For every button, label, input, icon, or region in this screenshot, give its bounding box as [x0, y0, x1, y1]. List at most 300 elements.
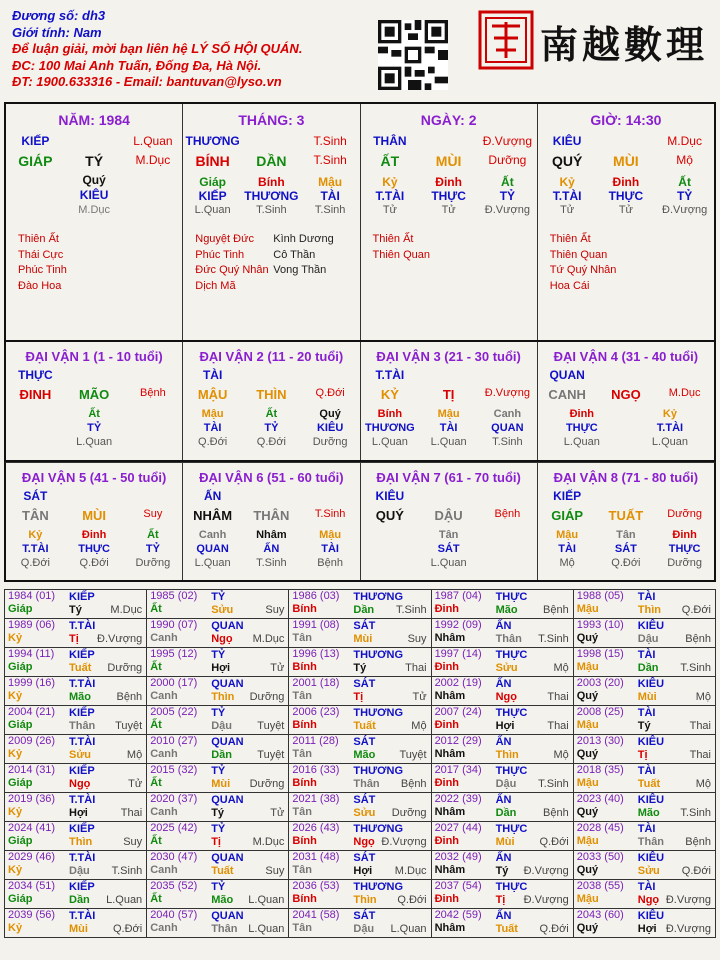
hidden-god: KIÊU — [316, 422, 344, 434]
year-chi: Tị — [353, 691, 364, 703]
year-can: Đinh — [434, 893, 460, 905]
year-state: T.Sinh — [680, 807, 711, 819]
year-cell — [431, 880, 573, 909]
year-cell — [573, 909, 715, 938]
year-state: M.Dục — [252, 633, 285, 645]
year-god: T.TÀI — [69, 620, 96, 632]
year-state: M.Dục — [110, 604, 143, 616]
pillars-grid — [4, 102, 716, 342]
year-god: QUAN — [211, 794, 244, 806]
year-god: TÀI — [637, 765, 656, 777]
year-state: Bệnh — [116, 691, 143, 703]
year-god: ẤN — [495, 910, 512, 922]
year-god: KIÊU — [637, 678, 665, 690]
year-chi: Hợi — [211, 662, 231, 674]
table-row — [5, 909, 716, 938]
year-label: 2036 (53) — [292, 880, 340, 892]
pillar-can: GIÁP — [18, 153, 53, 169]
year-god: ẤN — [495, 678, 512, 690]
year-cell — [289, 909, 431, 938]
year-state: M.Dục — [252, 836, 285, 848]
year-state: Bệnh — [400, 778, 427, 790]
year-god: TÀI — [637, 823, 656, 835]
year-chi: Mão — [211, 894, 234, 906]
year-cell — [289, 793, 431, 822]
year-label: 2027 (44) — [434, 822, 482, 834]
year-label: 2026 (43) — [292, 822, 340, 834]
hidden-state: Tử — [618, 204, 633, 216]
hidden-state: M.Dục — [78, 204, 111, 216]
year-label: 2002 (19) — [434, 677, 482, 689]
hidden-god: TỶ — [676, 189, 693, 203]
year-state: Dưỡng — [249, 778, 285, 790]
year-cell — [431, 677, 573, 706]
hidden-god: QUAN — [491, 422, 524, 434]
year-label: 2014 (31) — [8, 764, 56, 776]
year-cell — [147, 648, 289, 677]
year-god: TỶ — [211, 823, 226, 835]
year-god: THỰC — [495, 649, 528, 661]
dai-van-state: Bệnh — [140, 387, 166, 399]
year-state: Bệnh — [543, 807, 569, 819]
year-chi: Tị — [69, 633, 79, 645]
year-cell — [289, 590, 431, 619]
year-chi: Dần — [637, 662, 659, 674]
year-can: Canh — [150, 922, 178, 934]
year-chi: Dậu — [211, 720, 232, 732]
pillar-god: KIẾP — [21, 134, 50, 148]
year-state: Suy — [265, 604, 285, 616]
year-state: T.Sinh — [538, 778, 569, 790]
hidden-can: Mậu — [201, 408, 224, 420]
year-label: 1994 (11) — [8, 648, 55, 660]
year-can: Canh — [150, 690, 178, 702]
year-state: L.Quan — [106, 894, 143, 906]
year-chi: Thân — [637, 836, 665, 848]
year-god: SÁT — [353, 910, 376, 922]
star-item: Vong Thần — [273, 264, 327, 276]
year-cell — [5, 619, 147, 648]
year-god: THỰC — [495, 765, 528, 777]
year-chi: Thân — [353, 778, 380, 790]
year-label: 2012 (29) — [434, 735, 482, 747]
year-god: THƯƠNG — [353, 881, 404, 893]
year-can: Quý — [576, 690, 599, 702]
pillar-chi-right: T.Sinh — [313, 153, 347, 167]
year-god: THỰC — [495, 823, 528, 835]
year-can: Nhâm — [434, 922, 466, 934]
year-can: Ất — [150, 893, 162, 905]
dai-van-god: SÁT — [23, 489, 48, 503]
year-god: ẤN — [495, 794, 512, 806]
year-cell — [147, 822, 289, 851]
hidden-can: Kỷ — [382, 175, 398, 189]
year-label: 2008 (25) — [576, 706, 624, 718]
year-label: 2034 (51) — [8, 880, 56, 892]
hidden-state: L.Quan — [194, 557, 231, 569]
year-label: 1985 (02) — [150, 590, 198, 602]
year-state: Q.Đới — [681, 865, 711, 877]
dai-van-god: THỰC — [18, 368, 53, 382]
year-cell — [431, 706, 573, 735]
year-god: T.TÀI — [69, 910, 96, 922]
year-label: 1997 (14) — [434, 648, 482, 660]
year-label: 2033 (50) — [576, 851, 624, 863]
year-state: L.Quan — [248, 923, 285, 935]
pillar-month — [183, 104, 360, 340]
year-state: Đ.Vượng — [381, 836, 427, 848]
year-state: T.Sinh — [680, 662, 711, 674]
year-god: KIẾP — [69, 823, 95, 835]
hidden-god: T.TÀI — [375, 189, 405, 203]
hidden-can: Kỷ — [559, 175, 575, 189]
year-state: Tuyệt — [257, 720, 285, 732]
year-god: KIÊU — [637, 910, 665, 922]
year-god: THỰC — [495, 707, 528, 719]
year-god: T.TÀI — [69, 678, 96, 690]
year-cell — [147, 793, 289, 822]
dai-van-chi: NGỌ — [611, 387, 641, 402]
year-state: Thai — [405, 662, 427, 674]
star-item: Thiên Quan — [372, 248, 430, 261]
hidden-god: T.TÀI — [552, 189, 582, 203]
year-chi: Tý — [637, 720, 651, 732]
year-god: T.TÀI — [69, 852, 96, 864]
year-chi: Dần — [211, 749, 232, 761]
dai-van-row-2 — [4, 462, 716, 582]
year-label: 2011 (28) — [292, 735, 339, 747]
year-state: Tử — [270, 807, 285, 819]
qr-code-icon — [378, 20, 448, 90]
year-chi: Hợi — [353, 865, 373, 877]
year-cell — [573, 648, 715, 677]
hidden-god: SÁT — [614, 543, 637, 555]
dai-van-title: ĐẠI VẬN 7 (61 - 70 tuổi) — [376, 470, 521, 485]
year-chi: Mão — [69, 691, 91, 703]
year-state: Tuyệt — [257, 749, 285, 761]
dai-van-can: CANH — [548, 387, 586, 402]
year-cell — [5, 706, 147, 735]
pillar-god-right: Đ.Vượng — [482, 134, 532, 148]
hidden-god: TỶ — [145, 543, 160, 555]
year-chi: Mùi — [637, 691, 657, 703]
hidden-state: Q.Đới — [20, 557, 50, 569]
pillar-year — [6, 104, 183, 340]
table-row — [5, 880, 716, 909]
year-cell — [573, 619, 715, 648]
year-god: QUAN — [211, 736, 244, 748]
dai-van-cell — [538, 463, 714, 580]
year-chi: Mão — [637, 807, 660, 819]
year-can: Giáp — [8, 777, 33, 789]
year-cell — [147, 619, 289, 648]
dai-van-title: ĐẠI VẬN 5 (41 - 50 tuổi) — [21, 470, 167, 485]
year-label: 2038 (55) — [576, 880, 624, 892]
year-label: 2016 (33) — [292, 764, 340, 776]
star-list — [195, 232, 268, 294]
year-state: Tử — [412, 691, 427, 703]
hidden-can: Ất — [88, 408, 100, 420]
year-label: 2022 (39) — [434, 793, 482, 805]
year-can: Ất — [150, 661, 162, 673]
year-cell — [431, 590, 573, 619]
phone-email-line[interactable]: ĐT: 1900.633316 - Email: bantuvan@lyso.vn — [12, 74, 282, 89]
year-god: SÁT — [353, 736, 376, 748]
year-can: Mậu — [576, 835, 599, 847]
year-chi: Thìn — [69, 836, 93, 848]
year-can: Nhâm — [434, 748, 466, 760]
table-row — [5, 764, 716, 793]
year-label: 2020 (37) — [150, 793, 198, 805]
year-cell — [5, 677, 147, 706]
header-info — [12, 8, 302, 91]
dai-van-cell — [361, 342, 538, 460]
year-god: KIẾP — [69, 591, 95, 603]
year-god: THƯƠNG — [353, 765, 404, 777]
pillar-chi-right: Mộ — [676, 153, 693, 167]
year-can: Giáp — [8, 835, 33, 847]
year-can: Đinh — [434, 777, 460, 789]
year-god: TỶ — [211, 881, 226, 893]
year-god: ẤN — [495, 620, 512, 632]
year-cell — [5, 735, 147, 764]
pillar-chi: DẦN — [256, 153, 287, 169]
year-chi: Dậu — [69, 865, 90, 877]
year-god: KIÊU — [637, 736, 665, 748]
hidden-can: Giáp — [199, 175, 226, 189]
hidden-can: Kỷ — [662, 408, 677, 420]
year-god: QUAN — [211, 910, 244, 922]
year-can: Tân — [292, 632, 312, 644]
year-can: Nhâm — [434, 806, 466, 818]
year-state: Dưỡng — [391, 807, 427, 819]
year-cell — [431, 793, 573, 822]
year-label: 2018 (35) — [576, 764, 624, 776]
dai-van-cell — [6, 342, 183, 460]
year-state: Đ.Vượng — [97, 633, 143, 645]
hidden-state: Tử — [560, 204, 575, 216]
hidden-state: Q.Đới — [256, 436, 286, 448]
star-list-secondary — [273, 232, 333, 279]
year-can: Đinh — [434, 661, 460, 673]
year-can: Kỷ — [8, 864, 23, 876]
year-cell — [289, 822, 431, 851]
year-can: Bính — [292, 893, 317, 905]
year-can: Giáp — [8, 719, 33, 731]
dai-van-chi: TUẤT — [608, 508, 644, 523]
year-god: TÀI — [637, 707, 656, 719]
year-label: 1986 (03) — [292, 590, 340, 602]
year-state: Q.Đới — [681, 604, 711, 616]
dai-van-title: ĐẠI VẬN 6 (51 - 60 tuổi) — [199, 470, 344, 485]
hidden-state: T.Sinh — [492, 436, 523, 448]
year-chi: Thìn — [353, 894, 377, 906]
star-list — [373, 232, 430, 263]
star-item: Dịch Mã — [195, 279, 236, 292]
year-chi: Dậu — [495, 778, 517, 790]
year-can: Bính — [292, 835, 317, 847]
hidden-state: L.Quan — [651, 436, 688, 448]
dai-van-state: Q.Đới — [315, 387, 345, 399]
dai-van-god: KIÊU — [375, 489, 405, 503]
year-cell — [431, 735, 573, 764]
brand-logo: 南越數理 — [540, 22, 709, 67]
address-line: ĐC: 100 Mai Anh Tuấn, Đống Đa, Hà Nội. — [12, 57, 262, 73]
year-can: Giáp — [8, 893, 33, 905]
year-state: Mộ — [126, 749, 143, 761]
year-chi: Tý — [69, 604, 82, 616]
table-row — [5, 793, 716, 822]
dai-van-chi: MÃO — [78, 387, 110, 402]
dai-van-state: M.Dục — [668, 387, 701, 399]
dai-van-god: KIẾP — [553, 489, 582, 503]
star-item: Thái Cực — [18, 248, 64, 261]
year-can: Bính — [292, 719, 317, 731]
year-chi: Tuất — [637, 778, 661, 790]
year-god: KIẾP — [69, 649, 95, 661]
hidden-god: TỶ — [264, 422, 279, 434]
star-item: Thiên Ất — [372, 233, 414, 245]
pillar-title: NĂM: 1984 — [58, 112, 130, 128]
dai-van-cell — [183, 463, 360, 580]
year-chi: Tị — [211, 836, 221, 848]
hidden-god: SÁT — [437, 543, 460, 555]
hidden-state: T.Sinh — [256, 204, 287, 216]
year-cell — [5, 590, 147, 619]
year-cell — [573, 851, 715, 880]
year-chi: Sửu — [211, 604, 234, 616]
year-can: Tân — [292, 864, 312, 876]
pillar-day — [361, 104, 538, 340]
hidden-god: THỰC — [431, 189, 466, 203]
star-item: Tứ Quý Nhân — [549, 264, 617, 276]
year-god: QUAN — [211, 678, 244, 690]
year-state: Suy — [265, 865, 285, 877]
year-label: 2039 (56) — [8, 909, 56, 921]
year-can: Kỷ — [8, 922, 23, 934]
year-label: 2007 (24) — [434, 706, 482, 718]
year-state: Thai — [120, 807, 143, 819]
hidden-god: QUAN — [196, 543, 229, 555]
pillar-god-right: L.Quan — [133, 134, 173, 148]
dai-van-chi: DẬU — [434, 508, 463, 523]
year-label: 2028 (45) — [576, 822, 624, 834]
year-can: Nhâm — [434, 690, 466, 702]
year-state: Đ.Vượng — [665, 923, 711, 935]
year-cell — [289, 851, 431, 880]
year-chi: Mùi — [69, 923, 88, 935]
year-label: 2004 (21) — [8, 706, 56, 718]
year-label: 1995 (12) — [150, 648, 198, 660]
year-god: SÁT — [353, 678, 376, 690]
hidden-god: KIÊU — [79, 188, 109, 202]
dai-van-can: GIÁP — [551, 508, 584, 523]
year-can: Tân — [292, 690, 312, 702]
pillar-god-right: M.Dục — [667, 134, 702, 148]
year-god: KIẾP — [69, 881, 95, 893]
year-can: Kỷ — [8, 632, 23, 644]
year-state: Tử — [270, 662, 285, 674]
year-label: 1984 (01) — [8, 590, 56, 602]
hidden-god: TÀI — [203, 422, 222, 434]
star-item: Thiên Ất — [549, 233, 591, 245]
year-god: T.TÀI — [69, 794, 96, 806]
star-list — [18, 232, 67, 294]
star-item: Cô Thần — [273, 248, 316, 261]
year-cell — [289, 706, 431, 735]
dai-van-cell — [538, 342, 714, 460]
year-state: Đ.Vượng — [665, 894, 711, 906]
hidden-god: TÀI — [439, 422, 458, 434]
dai-van-row-1 — [4, 342, 716, 462]
year-label: 1988 (05) — [576, 590, 624, 602]
year-god: TỶ — [211, 765, 226, 777]
year-state: Suy — [407, 633, 427, 645]
year-can: Mậu — [576, 719, 599, 731]
star-item: Kình Dương — [273, 233, 334, 245]
year-chi: Dần — [353, 604, 375, 616]
year-can: Bính — [292, 603, 317, 615]
year-can: Quý — [576, 922, 599, 934]
hidden-can: Nhâm — [256, 529, 287, 541]
dai-van-chi: MÙI — [82, 508, 107, 523]
year-god: SÁT — [353, 794, 376, 806]
year-chi: Thân — [495, 633, 522, 645]
year-cell — [5, 793, 147, 822]
star-item: Nguyệt Đức — [195, 233, 254, 245]
year-cell — [289, 619, 431, 648]
year-label: 2030 (47) — [150, 851, 198, 863]
year-label: 2031 (48) — [292, 851, 340, 863]
hidden-god: THỰC — [565, 422, 598, 434]
year-chi: Ngọ — [495, 691, 517, 703]
year-can: Quý — [576, 806, 599, 818]
hidden-state: Tử — [441, 204, 456, 216]
year-label: 1998 (15) — [576, 648, 624, 660]
hidden-god: TỶ — [87, 422, 102, 434]
year-chi: Tý — [495, 865, 509, 877]
year-god: THƯƠNG — [353, 707, 404, 719]
year-label: 2010 (27) — [150, 735, 198, 747]
hidden-state: Q.Đới — [198, 436, 228, 448]
year-label: 1993 (10) — [576, 619, 624, 631]
year-label: 2024 (41) — [8, 822, 56, 834]
year-god: T.TÀI — [69, 736, 96, 748]
pillar-can: QUÝ — [551, 153, 583, 169]
hidden-god: KIẾP — [198, 189, 227, 203]
year-label: 2005 (22) — [150, 706, 198, 718]
year-chi: Sửu — [637, 865, 660, 877]
year-can: Bính — [292, 661, 317, 673]
year-can: Giáp — [8, 603, 33, 615]
year-can: Ất — [150, 719, 162, 731]
year-can: Ất — [150, 603, 162, 615]
year-chi: Tuất — [495, 923, 518, 935]
pillar-chi: TÝ — [85, 153, 104, 169]
hidden-can: Mậu — [319, 529, 342, 541]
dai-van-chi: THÂN — [253, 508, 290, 523]
year-label: 1996 (13) — [292, 648, 340, 660]
hidden-can: Đinh — [435, 175, 462, 189]
year-can: Mậu — [576, 893, 599, 905]
year-label: 2029 (46) — [8, 851, 56, 863]
hidden-can: Bính — [258, 175, 285, 189]
year-god: TÀI — [637, 881, 656, 893]
table-row — [5, 735, 716, 764]
year-label: 2037 (54) — [434, 880, 482, 892]
dai-van-title: ĐẠI VẬN 1 (1 - 10 tuổi) — [25, 349, 163, 364]
hidden-can: Mậu — [556, 529, 579, 541]
